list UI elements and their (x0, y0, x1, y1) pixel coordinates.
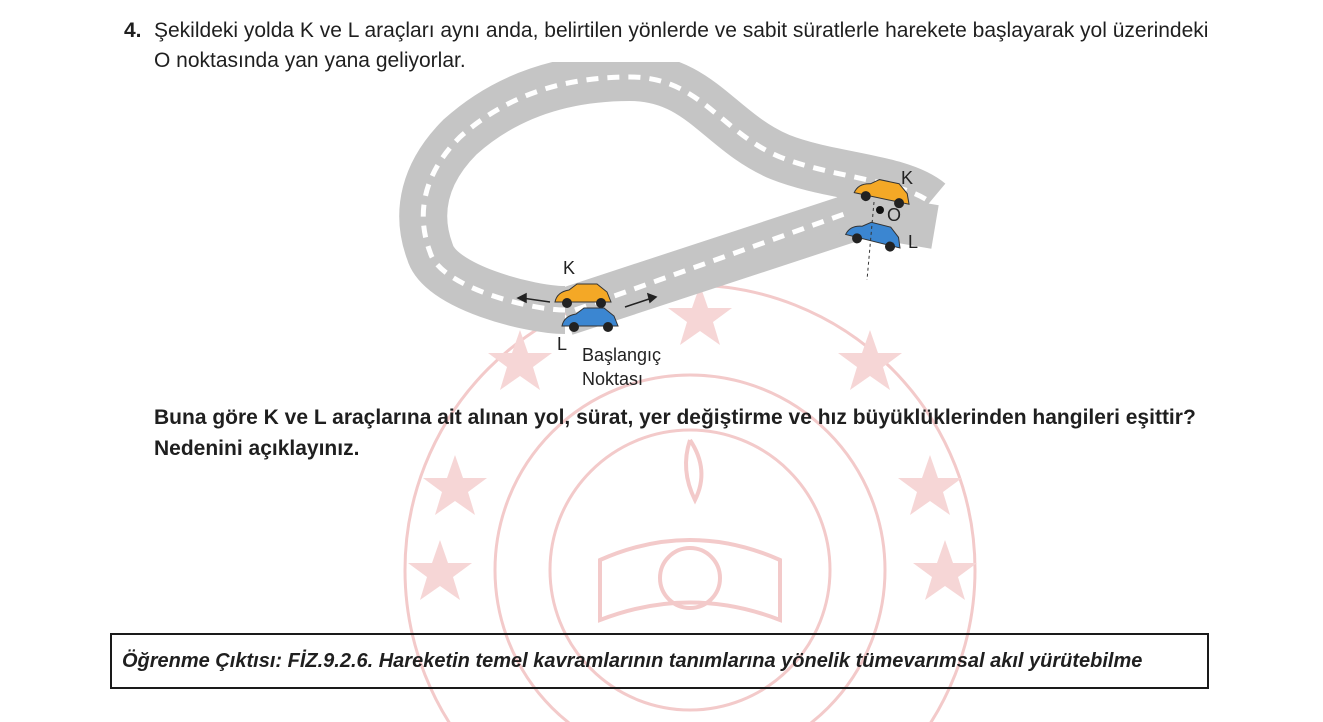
road-diagram (380, 62, 980, 402)
label-k-end: K (901, 168, 914, 188)
label-k-start: K (563, 258, 576, 278)
ask-block (154, 402, 1254, 464)
ask-line1: Buna göre K ve L araçlarına ait alınan yol, sürat, yer değiştirme ve hız büyüklüklerinden hangileri eşittir? (154, 406, 1196, 429)
question-text: Şekildeki yolda K ve L araçları aynı anda, belirtilen yönlerde ve sabit süratlerle harekete başlayarak yol üzerindeki O noktasında yan yana geliyorlar. (154, 19, 1209, 72)
label-o: O (887, 205, 902, 225)
start-label-line1: Başlangıç (582, 345, 662, 365)
road-figure (380, 62, 980, 402)
label-l-start: L (557, 334, 568, 354)
point-o (876, 206, 884, 214)
question-number: 4. (124, 19, 142, 42)
ask-line2: Nedenini açıklayınız. (154, 437, 360, 460)
road-end (835, 210, 935, 227)
label-l-end: L (908, 232, 919, 252)
learning-outcome-box: Öğrenme Çıktısı: FİZ.9.2.6. Hareketin temel kavramlarının tanımlarına yönelik tümevarımsal akıl yürütebilme (110, 633, 1209, 689)
start-label-line2: Noktası (582, 369, 644, 389)
